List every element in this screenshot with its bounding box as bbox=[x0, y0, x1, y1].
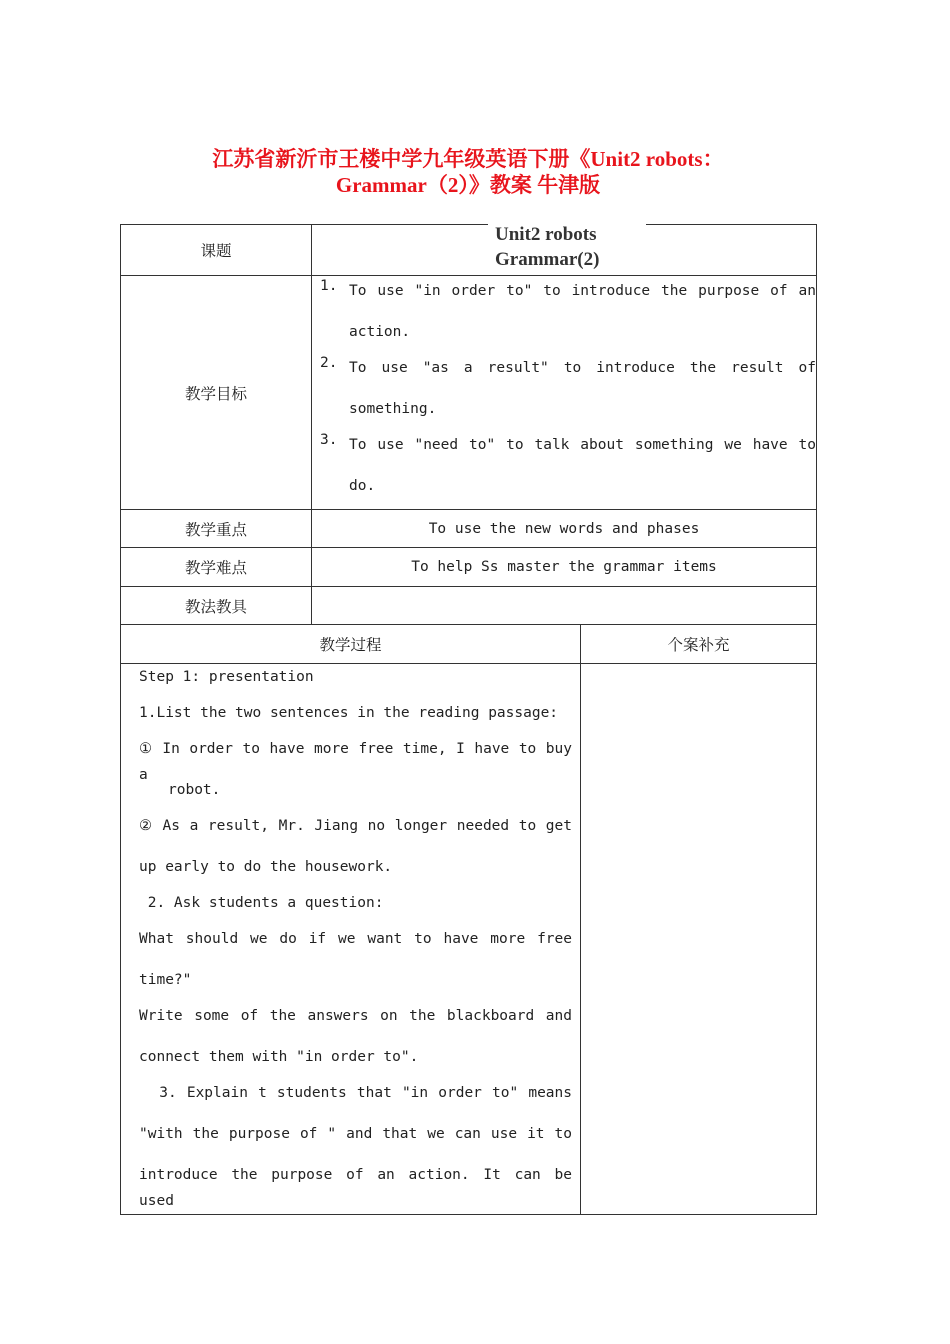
title-line-2: Grammar（2）》教案 牛津版 bbox=[335, 173, 601, 197]
process-line: robot. bbox=[168, 782, 221, 798]
process-line: 1.List the two sentences in the reading passage: bbox=[139, 705, 559, 721]
process-line: ② As a result, Mr. Jiang no longer needed to get bbox=[139, 818, 572, 834]
process-line: up early to do the housework. bbox=[139, 859, 393, 875]
process-line: 3. Explain t students that "in order to" means bbox=[139, 1085, 572, 1101]
key-points-label: 教学重点 bbox=[121, 510, 312, 548]
supplement-header: 个案补充 bbox=[581, 625, 817, 664]
document-title bbox=[120, 146, 816, 198]
topic-value-line-1: Unit2 robots bbox=[495, 224, 597, 245]
supplement-content bbox=[581, 664, 817, 1215]
objective-item: 3. To use "need to" to talk about something we have to do. bbox=[320, 432, 816, 494]
row-topic bbox=[121, 225, 817, 276]
process-line: ① In order to have more free time, I have to buy a bbox=[139, 741, 572, 783]
row-methods bbox=[121, 587, 817, 625]
process-line: Write some of the answers on the blackboard and bbox=[139, 1008, 572, 1024]
methods-value bbox=[312, 587, 817, 625]
topic-value bbox=[312, 225, 817, 276]
objectives-label: 教学目标 bbox=[121, 276, 312, 510]
process-line: introduce the purpose of an action. It can be used bbox=[139, 1167, 572, 1209]
difficulties-label: 教学难点 bbox=[121, 548, 312, 587]
methods-label: 教法教具 bbox=[121, 587, 312, 625]
objective-item: 2. To use "as a result" to introduce the result of something. bbox=[320, 355, 816, 417]
row-process-body bbox=[121, 664, 817, 1215]
row-key-points bbox=[121, 510, 817, 548]
process-line: connect them with "in order to". bbox=[139, 1049, 419, 1065]
row-objectives bbox=[121, 276, 817, 510]
process-header: 教学过程 bbox=[121, 625, 581, 664]
objectives-list bbox=[312, 276, 817, 510]
objective-item: 1. To use "in order to" to introduce the purpose of an action. bbox=[320, 278, 816, 340]
row-difficulties bbox=[121, 548, 817, 587]
process-content bbox=[121, 664, 581, 1215]
topic-value-line-2: Grammar(2) bbox=[495, 249, 600, 270]
process-line: 2. Ask students a question: bbox=[139, 895, 384, 911]
row-process-header bbox=[121, 625, 817, 664]
process-line: What should we do if we want to have more free bbox=[139, 931, 572, 947]
lesson-plan-table bbox=[120, 224, 817, 1215]
title-line-1: 江苏省新沂市王楼中学九年级英语下册《Unit2 robots： bbox=[212, 147, 724, 171]
difficulties-value: To help Ss master the grammar items bbox=[312, 548, 817, 587]
key-points-value: To use the new words and phases bbox=[312, 510, 817, 548]
process-line: time?" bbox=[139, 972, 192, 988]
process-line: "with the purpose of " and that we can use it to bbox=[139, 1126, 572, 1142]
process-line: Step 1: presentation bbox=[139, 669, 314, 685]
topic-label: 课题 bbox=[121, 225, 312, 276]
